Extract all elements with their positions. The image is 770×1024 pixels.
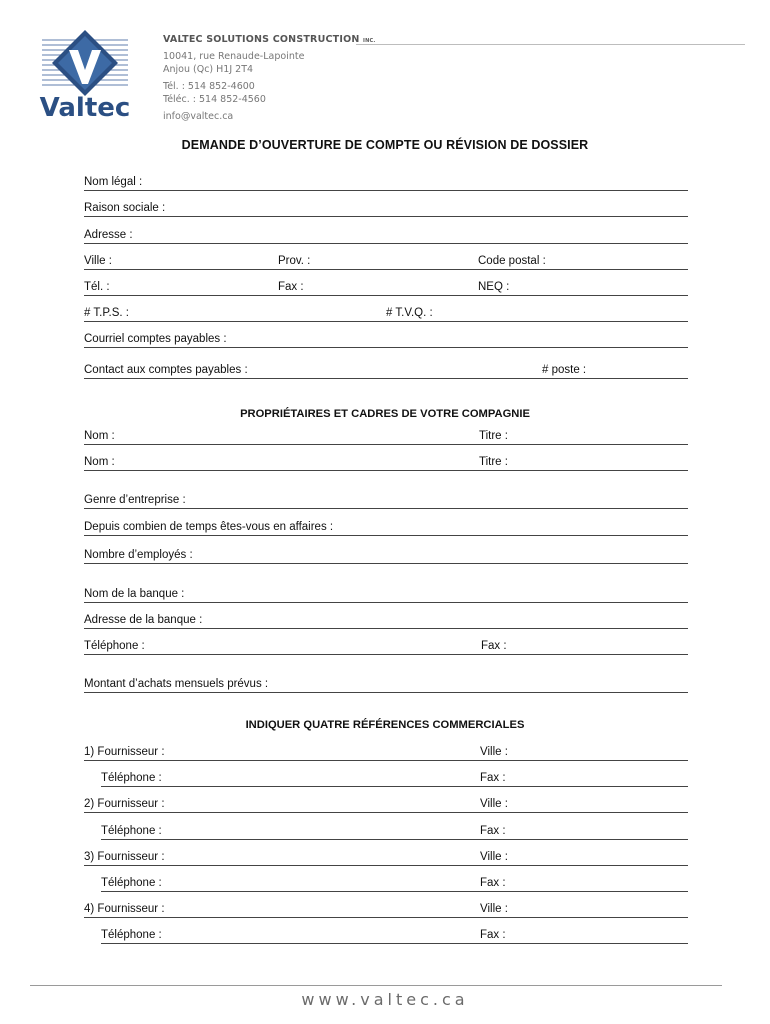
label-nom-2: Nom :	[84, 456, 115, 468]
company-name: VALTEC SOLUTIONS CONSTRUCTION INC.	[163, 34, 376, 45]
field-owner-2[interactable]	[84, 456, 688, 471]
field-ref-2-fournisseur[interactable]	[84, 798, 688, 813]
field-ref-1-fournisseur[interactable]	[84, 746, 688, 761]
field-ref-3-fournisseur[interactable]	[84, 851, 688, 866]
header-divider	[356, 44, 745, 45]
field-nom-legal[interactable]	[84, 176, 688, 191]
field-ville-prov-code[interactable]	[84, 255, 688, 270]
company-header	[163, 34, 375, 123]
footer-divider	[30, 985, 722, 986]
label-ref-1-telephone: Téléphone :	[101, 772, 162, 784]
field-raison-sociale[interactable]	[84, 202, 688, 217]
label-ville: Ville :	[84, 255, 112, 267]
label-courriel: Courriel comptes payables :	[84, 333, 227, 345]
field-employes[interactable]	[84, 549, 688, 564]
company-phone: Tél. : 514 852-4600	[163, 81, 255, 92]
section-owners-heading: PROPRIÉTAIRES ET CADRES DE VOTRE COMPAGNIE	[240, 408, 530, 420]
label-ref-2-telephone: Téléphone :	[101, 825, 162, 837]
label-ref-2-ville: Ville :	[480, 798, 508, 810]
label-fax: Fax :	[278, 281, 304, 293]
field-adresse[interactable]	[84, 229, 688, 244]
label-ref-1-fournisseur: 1) Fournisseur :	[84, 746, 165, 758]
section-references-heading: INDIQUER QUATRE RÉFÉRENCES COMMERCIALES	[245, 719, 525, 731]
field-taxes[interactable]	[84, 307, 688, 322]
field-tel-fax-neq[interactable]	[84, 281, 688, 296]
label-poste: # poste :	[542, 364, 587, 376]
label-ref-2-fournisseur: 2) Fournisseur :	[84, 798, 165, 810]
company-fax: Téléc. : 514 852-4560	[163, 94, 266, 105]
field-ref-2-telephone[interactable]	[101, 825, 688, 840]
label-contact: Contact aux comptes payables :	[84, 364, 248, 376]
label-adresse: Adresse :	[84, 229, 133, 241]
label-prov: Prov. :	[278, 255, 311, 267]
field-banque-telephone[interactable]	[84, 640, 688, 655]
logo-wordmark: Valtec	[39, 93, 131, 122]
footer-website[interactable]: www.valtec.ca	[301, 990, 469, 1009]
label-adresse-banque: Adresse de la banque :	[84, 614, 203, 626]
label-tvq: # T.V.Q. :	[386, 307, 433, 319]
label-ref-4-fax: Fax :	[480, 929, 506, 941]
field-contact[interactable]	[84, 364, 688, 379]
label-ref-1-fax: Fax :	[480, 772, 506, 784]
field-courriel[interactable]	[84, 333, 688, 348]
label-depuis: Depuis combien de temps êtes-vous en affaires :	[84, 521, 334, 533]
field-montant[interactable]	[84, 678, 688, 693]
label-code-postal: Code postal :	[478, 255, 546, 267]
valtec-logo	[30, 26, 140, 122]
company-email: info@valtec.ca	[163, 111, 234, 122]
address-line-1: 10041, rue Renaude-Lapointe	[163, 51, 305, 62]
label-ref-4-telephone: Téléphone :	[101, 929, 162, 941]
label-nom-1: Nom :	[84, 430, 115, 442]
label-titre-2: Titre :	[479, 456, 508, 468]
label-tel: Tél. :	[84, 281, 110, 293]
field-ref-4-fournisseur[interactable]	[84, 903, 688, 918]
label-banque-telephone: Téléphone :	[84, 640, 145, 652]
label-banque: Nom de la banque :	[84, 588, 185, 600]
label-banque-fax: Fax :	[481, 640, 507, 652]
label-employes: Nombre d’employés :	[84, 549, 193, 561]
field-ref-4-telephone[interactable]	[101, 929, 688, 944]
label-ref-2-fax: Fax :	[480, 825, 506, 837]
address-line-2: Anjou (Qc) H1J 2T4	[163, 64, 254, 75]
label-montant: Montant d’achats mensuels prévus :	[84, 678, 269, 690]
label-tps: # T.P.S. :	[84, 307, 129, 319]
field-banque[interactable]	[84, 588, 688, 603]
field-depuis[interactable]	[84, 521, 688, 536]
field-owner-1[interactable]	[84, 430, 688, 445]
field-ref-1-telephone[interactable]	[101, 772, 688, 787]
label-genre: Genre d’entreprise :	[84, 494, 186, 506]
label-ref-4-ville: Ville :	[480, 903, 508, 915]
label-ref-1-ville: Ville :	[480, 746, 508, 758]
label-ref-4-fournisseur: 4) Fournisseur :	[84, 903, 165, 915]
form-title: DEMANDE D’OUVERTURE DE COMPTE OU RÉVISION DE DOSSIER	[181, 138, 589, 152]
label-ref-3-telephone: Téléphone :	[101, 877, 162, 889]
label-titre-1: Titre :	[479, 430, 508, 442]
label-ref-3-fax: Fax :	[480, 877, 506, 889]
label-raison-sociale: Raison sociale :	[84, 202, 166, 214]
label-neq: NEQ :	[478, 281, 510, 293]
label-ref-3-fournisseur: 3) Fournisseur :	[84, 851, 165, 863]
label-nom-legal: Nom légal :	[84, 176, 143, 188]
field-genre[interactable]	[84, 494, 688, 509]
label-ref-3-ville: Ville :	[480, 851, 508, 863]
field-ref-3-telephone[interactable]	[101, 877, 688, 892]
field-adresse-banque[interactable]	[84, 614, 688, 629]
company-suffix: INC.	[363, 38, 376, 44]
